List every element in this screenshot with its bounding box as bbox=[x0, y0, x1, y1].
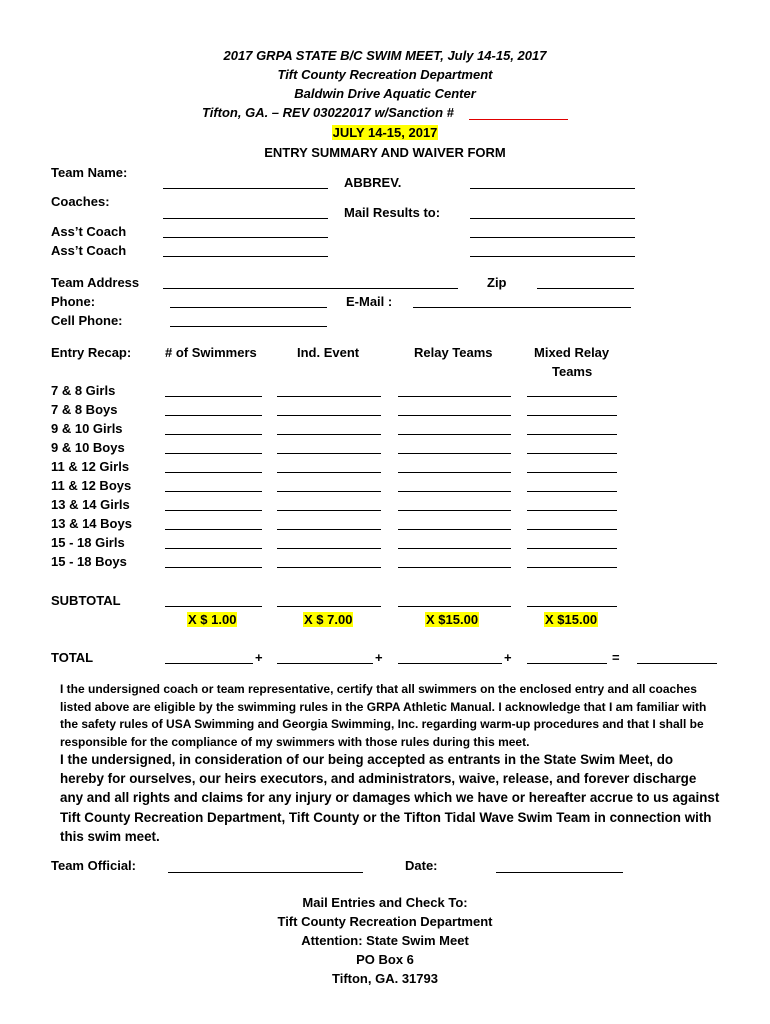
mail-results-field-2[interactable] bbox=[470, 237, 635, 238]
team-address-label: Team Address bbox=[51, 275, 140, 290]
recap-field-relay[interactable] bbox=[398, 453, 511, 454]
meet-title: 2017 GRPA STATE B/C SWIM MEET, July 14-15, 2017 bbox=[223, 48, 547, 63]
asst-coach-field-1[interactable] bbox=[163, 237, 328, 238]
recap-row-label: 13 & 14 Boys bbox=[51, 516, 132, 531]
col-swimmers: # of Swimmers bbox=[165, 345, 257, 360]
subtotal-field-ind-event[interactable] bbox=[277, 606, 381, 607]
price-mixed-relay: X $15.00 bbox=[545, 612, 598, 627]
price-relay: X $15.00 bbox=[426, 612, 479, 627]
col-mixed-relay-teams: Teams bbox=[552, 364, 593, 379]
zip-field[interactable] bbox=[537, 288, 634, 289]
recap-field-ind-event[interactable] bbox=[277, 510, 381, 511]
recap-row-label: 11 & 12 Boys bbox=[51, 478, 132, 493]
recap-field-ind-event[interactable] bbox=[277, 548, 381, 549]
mail-results-field-1[interactable] bbox=[470, 218, 635, 219]
recap-field-mixed-relay[interactable] bbox=[527, 415, 617, 416]
cell-phone-label: Cell Phone: bbox=[51, 313, 123, 328]
plus-sign-2: + bbox=[375, 650, 383, 665]
recap-field-mixed-relay[interactable] bbox=[527, 491, 617, 492]
recap-field-swimmers[interactable] bbox=[165, 434, 262, 435]
asst-coach-field-2[interactable] bbox=[163, 256, 328, 257]
subtotal-label: SUBTOTAL bbox=[51, 593, 121, 608]
recap-field-relay[interactable] bbox=[398, 415, 511, 416]
price-swimmer: X $ 1.00 bbox=[188, 612, 237, 627]
recap-field-ind-event[interactable] bbox=[277, 529, 381, 530]
team-official-signature-field[interactable] bbox=[168, 872, 363, 873]
recap-field-swimmers[interactable] bbox=[165, 415, 262, 416]
equals-sign: = bbox=[612, 650, 620, 665]
coaches-field[interactable] bbox=[163, 218, 328, 219]
mail-line-5: Tifton, GA. 31793 bbox=[332, 971, 438, 986]
recap-row-label: 15 - 18 Boys bbox=[51, 554, 127, 569]
recap-field-ind-event[interactable] bbox=[277, 567, 381, 568]
abbrev-label: ABBREV. bbox=[344, 175, 402, 190]
mail-line-1: Mail Entries and Check To: bbox=[302, 895, 468, 910]
recap-row-label: 9 & 10 Girls bbox=[51, 421, 123, 436]
subtotal-field-relay[interactable] bbox=[398, 606, 511, 607]
recap-field-relay[interactable] bbox=[398, 567, 511, 568]
col-ind-event: Ind. Event bbox=[297, 345, 360, 360]
recap-field-relay[interactable] bbox=[398, 434, 511, 435]
recap-field-swimmers[interactable] bbox=[165, 510, 262, 511]
mail-results-field-3[interactable] bbox=[470, 256, 635, 257]
recap-field-relay[interactable] bbox=[398, 491, 511, 492]
recap-row-label: 13 & 14 Girls bbox=[51, 497, 130, 512]
recap-field-mixed-relay[interactable] bbox=[527, 453, 617, 454]
email-field[interactable] bbox=[413, 307, 631, 308]
subtotal-field-swimmers[interactable] bbox=[165, 606, 262, 607]
recap-field-ind-event[interactable] bbox=[277, 434, 381, 435]
form-title: ENTRY SUMMARY AND WAIVER FORM bbox=[264, 145, 506, 160]
abbrev-field[interactable] bbox=[470, 188, 635, 189]
recap-field-swimmers[interactable] bbox=[165, 396, 262, 397]
recap-row-label: 7 & 8 Girls bbox=[51, 383, 116, 398]
asst-coach-label-1: Ass’t Coach bbox=[51, 224, 127, 239]
recap-field-swimmers[interactable] bbox=[165, 567, 262, 568]
date-field[interactable] bbox=[496, 872, 623, 873]
recap-field-swimmers[interactable] bbox=[165, 491, 262, 492]
recap-row-label: 9 & 10 Boys bbox=[51, 440, 125, 455]
subtotal-field-mixed-relay[interactable] bbox=[527, 606, 617, 607]
recap-field-mixed-relay[interactable] bbox=[527, 529, 617, 530]
col-mixed-relay: Mixed Relay bbox=[534, 345, 610, 360]
recap-row-label: 11 & 12 Girls bbox=[51, 459, 130, 474]
recap-field-ind-event[interactable] bbox=[277, 415, 381, 416]
recap-field-ind-event[interactable] bbox=[277, 472, 381, 473]
plus-sign-3: + bbox=[504, 650, 512, 665]
mail-line-2: Tift County Recreation Department bbox=[277, 914, 493, 929]
recap-field-mixed-relay[interactable] bbox=[527, 434, 617, 435]
asst-coach-label-2: Ass’t Coach bbox=[51, 243, 127, 258]
plus-sign-1: + bbox=[255, 650, 263, 665]
total-field-swimmers[interactable] bbox=[165, 663, 253, 664]
recap-row-label: 7 & 8 Boys bbox=[51, 402, 118, 417]
recap-field-swimmers[interactable] bbox=[165, 529, 262, 530]
team-address-field[interactable] bbox=[163, 288, 458, 289]
waiver-release: I the undersigned, in consideration of our being accepted as entrants in the State Swim Meet, do hereby for ourselves, our heirs executors, and administrators, waive, release, and forever discharge any and all rights and claims for any injury or damages which we have or hereafter accrue to us against Tift County Recreation Department, Tift County or the Tifton Tidal Wave Swim Team in connection with this swim meet. bbox=[60, 752, 720, 844]
recap-field-swimmers[interactable] bbox=[165, 548, 262, 549]
total-label: TOTAL bbox=[51, 650, 94, 665]
sanction-number-field[interactable] bbox=[469, 119, 568, 120]
recap-field-mixed-relay[interactable] bbox=[527, 472, 617, 473]
venue: Baldwin Drive Aquatic Center bbox=[294, 86, 476, 101]
mail-results-label: Mail Results to: bbox=[344, 205, 441, 220]
zip-label: Zip bbox=[487, 275, 507, 290]
organizer: Tift County Recreation Department bbox=[277, 67, 493, 82]
total-field-ind-event[interactable] bbox=[277, 663, 373, 664]
recap-field-mixed-relay[interactable] bbox=[527, 567, 617, 568]
email-label: E-Mail : bbox=[346, 294, 393, 309]
recap-field-mixed-relay[interactable] bbox=[527, 396, 617, 397]
recap-field-swimmers[interactable] bbox=[165, 453, 262, 454]
team-name-label: Team Name: bbox=[51, 165, 128, 180]
price-ind-event: X $ 7.00 bbox=[304, 612, 353, 627]
recap-field-relay[interactable] bbox=[398, 472, 511, 473]
entry-recap-label: Entry Recap: bbox=[51, 345, 132, 360]
cell-phone-field[interactable] bbox=[170, 326, 327, 327]
mail-line-3: Attention: State Swim Meet bbox=[301, 933, 469, 948]
total-field-relay[interactable] bbox=[398, 663, 502, 664]
recap-field-mixed-relay[interactable] bbox=[527, 548, 617, 549]
recap-field-relay[interactable] bbox=[398, 510, 511, 511]
grand-total-field[interactable] bbox=[637, 663, 717, 664]
dates-highlight: JULY 14-15, 2017 bbox=[332, 125, 438, 140]
phone-label: Phone: bbox=[51, 294, 96, 309]
recap-field-relay[interactable] bbox=[398, 396, 511, 397]
date-label: Date: bbox=[405, 858, 438, 873]
team-name-field[interactable] bbox=[163, 188, 328, 189]
recap-field-ind-event[interactable] bbox=[277, 453, 381, 454]
team-official-label: Team Official: bbox=[51, 858, 137, 873]
coaches-label: Coaches: bbox=[51, 194, 110, 209]
phone-field[interactable] bbox=[170, 307, 327, 308]
mail-line-4: PO Box 6 bbox=[356, 952, 414, 967]
recap-field-ind-event[interactable] bbox=[277, 491, 381, 492]
col-relay-teams: Relay Teams bbox=[414, 345, 493, 360]
recap-field-swimmers[interactable] bbox=[165, 472, 262, 473]
recap-field-ind-event[interactable] bbox=[277, 396, 381, 397]
recap-field-relay[interactable] bbox=[398, 529, 511, 530]
recap-field-mixed-relay[interactable] bbox=[527, 510, 617, 511]
waiver-certification: I the undersigned coach or team representative, certify that all swimmers on the enclosed entry and all coaches listed above are eligible by the swimming rules in the GRPA Athletic Manual. I acknowledge that I am familiar with the safety rules of USA Swimming and Georgia Swimming, Inc. regarding warm-up procedures and that I shall be responsible for the compliance of my swimmers with those rules during this meet. bbox=[60, 682, 707, 749]
recap-row-label: 15 - 18 Girls bbox=[51, 535, 125, 550]
recap-field-relay[interactable] bbox=[398, 548, 511, 549]
total-field-mixed-relay[interactable] bbox=[527, 663, 607, 664]
revision-sanction: Tifton, GA. – REV 03022017 w/Sanction # bbox=[202, 105, 454, 120]
